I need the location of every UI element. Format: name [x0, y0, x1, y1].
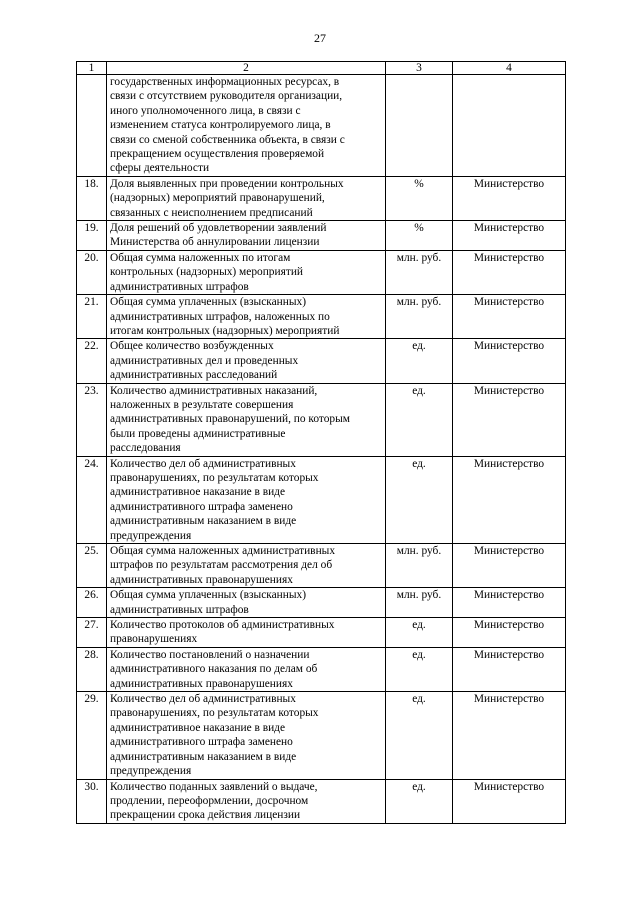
table-row — [77, 339, 566, 383]
unit: ед. — [386, 618, 453, 648]
column-header-4: 4 — [453, 62, 566, 75]
data-source: Министерство — [453, 544, 566, 588]
table-header-row — [77, 62, 566, 75]
row-number: 26. — [77, 588, 107, 618]
data-source: Министерство — [453, 456, 566, 543]
unit: млн. руб. — [386, 544, 453, 588]
unit: ед. — [386, 456, 453, 543]
data-source: Министерство — [453, 647, 566, 691]
indicator-name: Количество дел об административных правонарушениях, по результатам которых административное наказание в виде административного штрафа заменено административным наказанием в виде предупреждения — [107, 692, 386, 779]
row-number: 30. — [77, 779, 107, 823]
row-number: 18. — [77, 176, 107, 220]
indicator-name: Доля выявленных при проведении контрольных (надзорных) мероприятий правонарушений, связанных с неисполнением предписаний — [107, 176, 386, 220]
indicator-name: Количество протоколов об административных правонарушениях — [107, 618, 386, 648]
indicator-name: государственных информационных ресурсах, в связи с отсутствием руководителя организации, иного уполномоченного лица, в связи с изменением статуса контролируемого лица, в связи со сменой собственника объекта, в связи с прекращением осуществления проверяемой сферы деятельности — [107, 75, 386, 177]
column-header-2: 2 — [107, 62, 386, 75]
indicator-name: Общая сумма наложенных по итогам контрольных (надзорных) мероприятий административных штрафов — [107, 250, 386, 294]
indicator-name: Количество административных наказаний, наложенных в результате совершения административных правонарушений, по которым были проведены административные расследования — [107, 383, 386, 456]
data-source: Министерство — [453, 588, 566, 618]
column-header-3: 3 — [386, 62, 453, 75]
row-number: 24. — [77, 456, 107, 543]
data-source: Министерство — [453, 176, 566, 220]
indicator-name: Количество поданных заявлений о выдаче, продлении, переоформлении, досрочном прекращении срока действия лицензии — [107, 779, 386, 823]
column-header-1: 1 — [77, 62, 107, 75]
indicator-name: Общая сумма уплаченных (взысканных) административных штрафов, наложенных по итогам контрольных (надзорных) мероприятий — [107, 295, 386, 339]
data-source: Министерство — [453, 618, 566, 648]
row-number: 27. — [77, 618, 107, 648]
data-source: Министерство — [453, 250, 566, 294]
indicator-name: Количество дел об административных правонарушениях, по результатам которых административное наказание в виде административного штрафа заменено административным наказанием в виде предупреждения — [107, 456, 386, 543]
row-number: 20. — [77, 250, 107, 294]
data-source: Министерство — [453, 779, 566, 823]
table-row — [77, 779, 566, 823]
indicator-name: Количество постановлений о назначении административного наказания по делам об административных правонарушениях — [107, 647, 386, 691]
unit: млн. руб. — [386, 250, 453, 294]
row-number: 25. — [77, 544, 107, 588]
data-source: Министерство — [453, 383, 566, 456]
data-source: Министерство — [453, 221, 566, 251]
table-row — [77, 250, 566, 294]
unit: млн. руб. — [386, 295, 453, 339]
table-row — [77, 588, 566, 618]
indicator-name: Доля решений об удовлетворении заявлений Министерства об аннулировании лицензии — [107, 221, 386, 251]
data-source — [453, 75, 566, 177]
row-number: 28. — [77, 647, 107, 691]
unit: ед. — [386, 692, 453, 779]
table-row — [77, 692, 566, 779]
table-row — [77, 544, 566, 588]
table-row — [77, 295, 566, 339]
indicator-name: Общая сумма наложенных административных штрафов по результатам рассмотрения дел об административных правонарушениях — [107, 544, 386, 588]
row-number: 19. — [77, 221, 107, 251]
unit: ед. — [386, 339, 453, 383]
unit: ед. — [386, 779, 453, 823]
data-source: Министерство — [453, 692, 566, 779]
data-source: Министерство — [453, 295, 566, 339]
unit: млн. руб. — [386, 588, 453, 618]
row-number: 23. — [77, 383, 107, 456]
indicators-table — [76, 61, 566, 824]
row-number — [77, 75, 107, 177]
unit: % — [386, 221, 453, 251]
table-row — [77, 75, 566, 177]
page-number: 27 — [314, 31, 326, 45]
row-number: 21. — [77, 295, 107, 339]
table-row — [77, 456, 566, 543]
table-row — [77, 383, 566, 456]
table-row — [77, 176, 566, 220]
unit — [386, 75, 453, 177]
unit: ед. — [386, 383, 453, 456]
data-source: Министерство — [453, 339, 566, 383]
row-number: 22. — [77, 339, 107, 383]
indicator-name: Общая сумма уплаченных (взысканных) административных штрафов — [107, 588, 386, 618]
table-row — [77, 221, 566, 251]
indicator-name: Общее количество возбужденных административных дел и проведенных административных расследований — [107, 339, 386, 383]
row-number: 29. — [77, 692, 107, 779]
unit: ед. — [386, 647, 453, 691]
table-row — [77, 618, 566, 648]
unit: % — [386, 176, 453, 220]
table-row — [77, 647, 566, 691]
